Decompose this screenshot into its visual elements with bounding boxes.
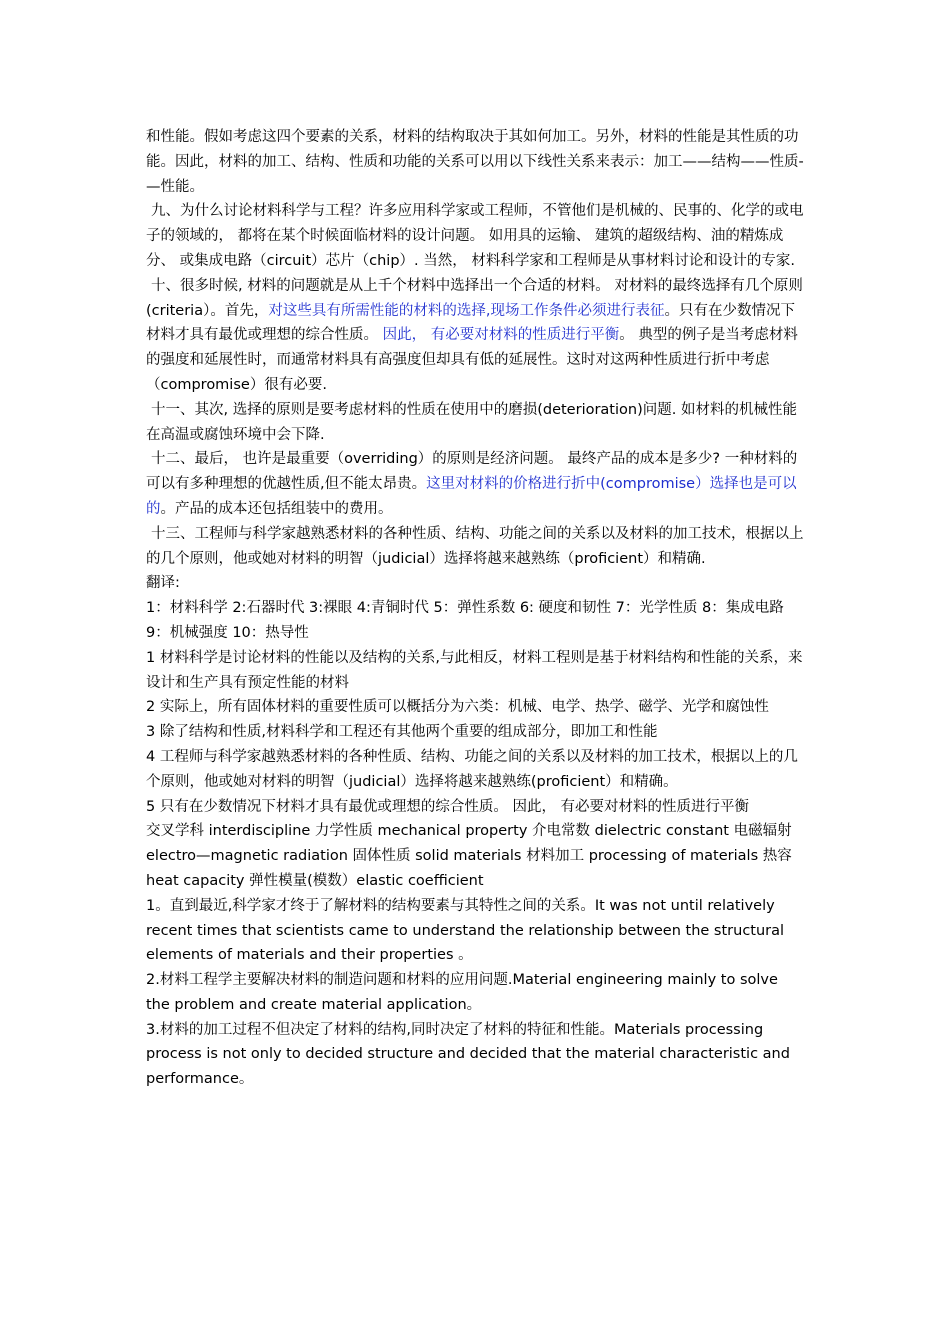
paragraph-10 bbox=[146, 274, 806, 398]
paragraph-12 bbox=[146, 447, 806, 521]
terms-line: 1：材料科学 2:石器时代 3:裸眼 4:青铜时代 5：弹性系数 6: 硬度和韧性 7：光学性质 8：集成电路 9：机械强度 10：热导性 bbox=[146, 600, 784, 641]
paragraph-11: 十一、其次, 选择的原则是要考虑材料的性质在使用中的磨损(deterioration)问题. 如材料的机械性能在高温或腐蚀环境中会下降. bbox=[146, 401, 797, 443]
translation-item-5: 5 只有在少数情况下材料才具有最优或理想的综合性质。 因此， 有必要对材料的性质进行平衡 bbox=[146, 798, 750, 815]
vocabulary-list: 交叉学科 interdiscipline 力学性质 mechanical property 介电常数 dielectric constant 电磁辐射 electro—magnetic radiation 固体性质 solid materials 材料加工 processing of materials 热容 heat capacity 弹性模量(模数）elastic coefficient bbox=[146, 823, 792, 889]
sentence-3: 3.材料的加工过程不但决定了材料的结构,同时决定了材料的特征和性能。Materials processing process is not only to decided structure and decided that the material characteristic and performance。 bbox=[146, 1021, 790, 1088]
sentence-1: 1。直到最近,科学家才终于了解材料的结构要素与其特性之间的关系。It was not until relatively recent times that scientists came to understand the relationship between the structural elements of materials and their properties 。 bbox=[146, 897, 785, 964]
sentence-2: 2.材料工程学主要解决材料的制造问题和材料的应用问题.Material engineering mainly to solve the problem and create material application。 bbox=[146, 972, 778, 1013]
paragraph-10-text-1: 十、很多时候, 材料的问题就是从上千个材料中选择出一个合适的材料。 对材料的最终选择有几个原则(criteria）。首先， bbox=[146, 277, 803, 319]
translation-item-2: 2 实际上，所有固体材料的重要性质可以概括分为六类：机械、电学、热学、磁学、光学和腐蚀性 bbox=[146, 699, 769, 716]
paragraph-10-highlight-2: 因此， 有必要对材料的性质进行平衡 bbox=[382, 327, 620, 344]
paragraph-12-text-2: 。产品的成本还包括组装中的费用。 bbox=[160, 500, 393, 517]
document-body bbox=[146, 125, 806, 1092]
translation-item-1: 1 材料科学是讨论材料的性能以及结构的关系,与此相反，材料工程则是基于材料结构和性能的关系，来设计和生产具有预定性能的材料 bbox=[146, 649, 803, 691]
translation-heading: 翻译: bbox=[146, 575, 180, 592]
paragraph-10-text-3: 。 典型的例子是当考虑材料的强度和延展性时，而通常材料具有高强度但却具有低的延展性。这时对这两种性质进行折中考虑（compromise）很有必要. bbox=[146, 327, 798, 393]
translation-item-4: 4 工程师与科学家越熟悉材料的各种性质、结构、功能之间的关系以及材料的加工技术，根据以上的几个原则，他或她对材料的明智（judicial）选择将越来越熟练(proficient）和精确。 bbox=[146, 748, 798, 790]
paragraph-12-text-1: 十二、最后， 也许是最重要（overriding）的原则是经济问题。 最终产品的成本是多少? 一种材料的可以有多种理想的优越性质,但不能太昂贵。 bbox=[146, 451, 798, 493]
paragraph-10-highlight-1: 对这些具有所需性能的材料的选择,现场工作条件必须进行表征 bbox=[268, 302, 665, 319]
paragraph-12-highlight-1: 这里对材料的价格进行折中(compromise）选择也是可以的 bbox=[146, 476, 797, 517]
paragraph-9: 九、为什么讨论材料科学与工程？许多应用科学家或工程师，不管他们是机械的、民事的、化学的或电子的领域的， 都将在某个时候面临材料的设计问题。 如用具的运输、 建筑的超级结构、油的精炼成分、 或集成电路（circuit）芯片（chip）. 当然， 材料科学家和工程师是从事材料讨论和设计的专家. bbox=[146, 203, 804, 269]
paragraph-13: 十三、工程师与科学家越熟悉材料的各种性质、结构、功能之间的关系以及材料的加工技术，根据以上的几个原则，他或她对材料的明智（judicial）选择将越来越熟练（proficient）和精确. bbox=[146, 525, 804, 567]
paragraph-10-text-2: 。只有在少数情况下材料才具有最优或理想的综合性质。 bbox=[146, 302, 795, 344]
paragraph-properties-relation: 和性能。假如考虑这四个要素的关系，材料的结构取决于其如何加工。另外，材料的性能是其性质的功能。因此，材料的加工、结构、性质和功能的关系可以用以下线性关系来表示：加工——结构——性质-—性能。 bbox=[146, 129, 804, 195]
translation-item-3: 3 除了结构和性质,材料科学和工程还有其他两个重要的组成部分，即加工和性能 bbox=[146, 724, 658, 741]
